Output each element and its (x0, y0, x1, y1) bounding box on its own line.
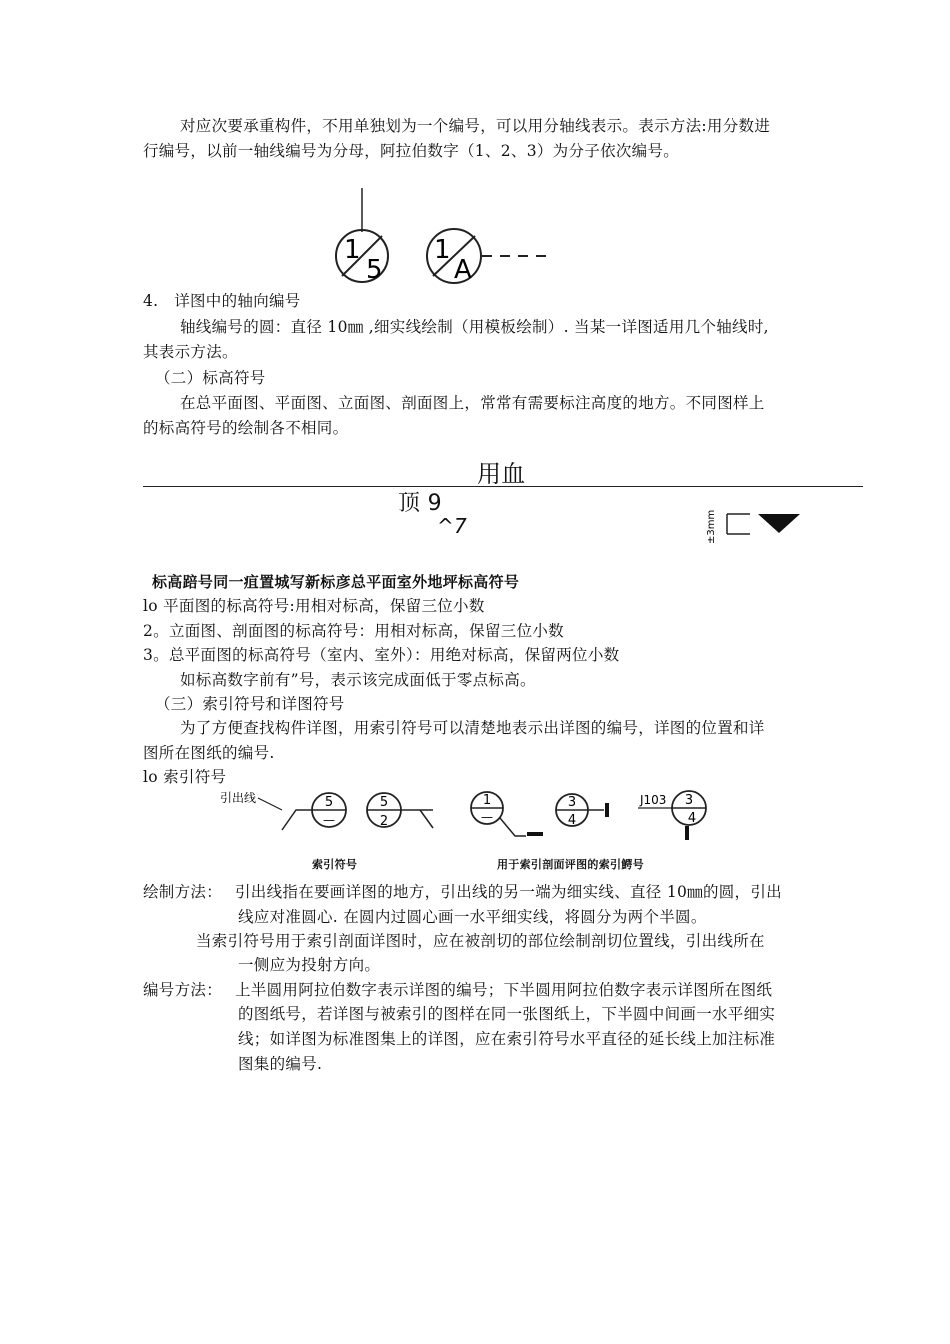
drawing-method-line3: 当索引符号用于索引剖面详图时，应在被剖切的部位绘制剖切位置线，引出线所在 (196, 932, 765, 950)
sec-elev-line1: 在总平面图、平面图、立面图、剖面图上，常常有需要标注高度的地方。不同图样上 (180, 394, 765, 412)
sec-index-line2: 图所在图纸的编号. (143, 744, 275, 762)
site-elevation-symbol (700, 500, 810, 548)
numbering-method-label: 编号方法： (143, 981, 223, 999)
s3-bot: — (481, 810, 493, 824)
s5-top: 3 (684, 793, 694, 808)
drawing-method-line4: 一侧应为投射方向。 (238, 956, 381, 974)
sec4-heading: 4. 详图中的轴向编号 (143, 292, 301, 310)
sec-elev-line2: 的标高符号的绘制各不相同。 (143, 419, 349, 437)
sec-index-heading: （三）索引符号和详图符号 (155, 695, 345, 713)
circle1-numerator: 1 (344, 235, 361, 265)
elev-list-item1: lo 平面图的标高符号:用相对标高，保留三位小数 (143, 597, 485, 615)
sec4-line1: 轴线编号的圆：直径 10㎜ ,细实线绘制（用模板绘制）. 当某一详图适用几个轴线时, (180, 318, 769, 336)
axis-number-figure (320, 186, 560, 286)
elev-figure-mid-label: 顶 9 (398, 491, 442, 516)
sec4-line2: 其表示方法。 (143, 343, 238, 361)
s2-top: 5 (379, 795, 389, 810)
elev-list-item3: 3。总平面图的标高符号（室内、室外）：用绝对标高，保留两位小数 (143, 646, 620, 664)
circle2-numerator: 1 (434, 235, 451, 265)
elev-figure-rule (143, 486, 863, 487)
s5-label: J103 (640, 793, 667, 807)
drawing-method-label: 绘制方法： (143, 883, 223, 901)
elev-list-note: 如标高数字前有”号，表示该完成面低于零点标高。 (180, 671, 536, 689)
para1-line2: 行编号，以前一轴线编号为分母，阿拉伯数字（1、2、3）为分子依次编号。 (143, 142, 680, 160)
filled-triangle-icon (758, 514, 800, 533)
drawing-method-line1: 引出线指在要画详图的地方，引出线的另一端为细实线、直径 10㎜的圆，引出 (235, 883, 782, 901)
s3-top: 1 (482, 793, 492, 808)
numbering-method-line2: 的图纸号，若详图与被索引的图样在同一张图纸上，下半圆中间画一水平细实 (238, 1005, 776, 1023)
para1-line1: 对应次要承重构件，不用单独划为一个编号，可以用分轴线表示。表示方法:用分数进 (180, 117, 771, 135)
elev-list-item2: 2。立面图、剖面图的标高符号：用相对标高，保留三位小数 (143, 622, 564, 640)
numbering-method-line4: 图集的编号. (238, 1055, 323, 1073)
index-symbol-figure (220, 786, 720, 878)
s1-bot: — (323, 813, 335, 827)
sec-index-subheading: lo 索引符号 (143, 768, 227, 786)
numbering-method-line1: 上半圆用阿拉伯数字表示详图的编号；下半圆用阿拉伯数字表示详图所在图纸 (235, 981, 773, 999)
sec-elev-heading: （二）标高符号 (155, 369, 266, 387)
sec-index-line1: 为了方便查找构件详图，用索引符号可以清楚地表示出详图的编号，详图的位置和详 (180, 719, 765, 737)
index-caption-left: 索引符号 (312, 858, 358, 871)
elev-figure-caption: 标高踣号同一疽置城写新标彦总平面室外地坪标高符号 (152, 573, 520, 591)
s1-top: 5 (324, 795, 334, 810)
elev-figure-sub-label: ^7 (437, 514, 468, 538)
leader-label: 引出线 (220, 791, 257, 805)
numbering-method-line3: 线；如详图为标准图集上的详图，应在索引符号水平直径的延长线上加注标准 (238, 1030, 776, 1048)
s2-bot: 2 (379, 814, 389, 829)
elev-figure-top-label: 用血 (477, 460, 526, 488)
circle2-denominator: A (454, 255, 472, 285)
s5-bot: 4 (687, 811, 697, 826)
s4-bot: 4 (567, 813, 577, 828)
circle1-denominator: 5 (366, 255, 383, 285)
s4-top: 3 (567, 795, 577, 810)
drawing-method-line2: 线应对准圆心. 在圆内过圆心画一水平细实线，将圆分为两个半圆。 (238, 908, 707, 926)
index-caption-right: 用于索引剖面评图的索引鰐号 (497, 858, 644, 871)
elev-side-label: ±3mm (706, 509, 717, 544)
